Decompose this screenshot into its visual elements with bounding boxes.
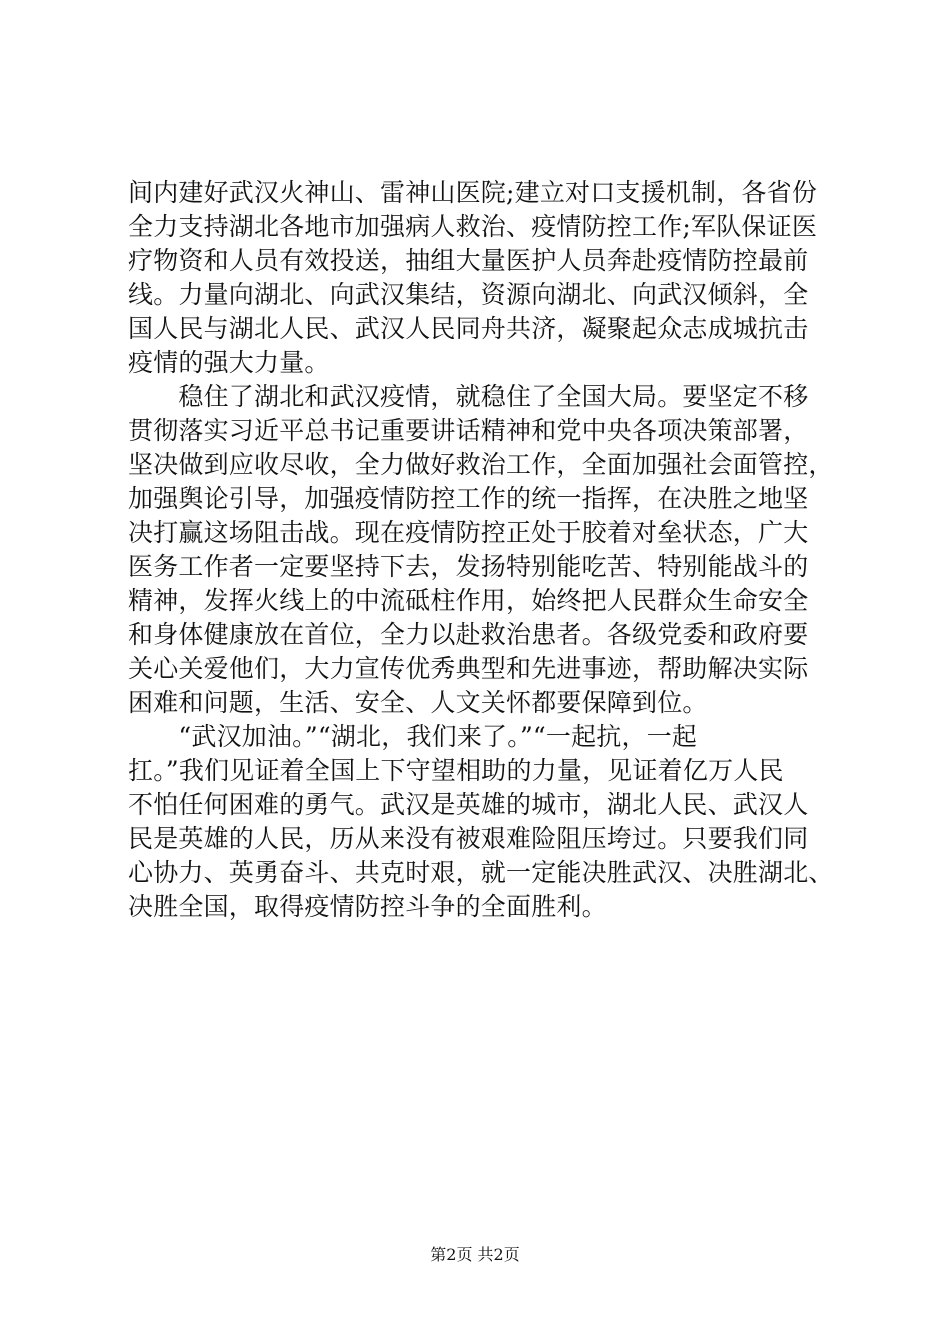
text-line: 国人民与湖北人民、武汉人民同舟共济，凝聚起众志成城抗击 [128, 314, 809, 343]
text-line: 贯彻落实习近平总书记重要讲话精神和党中央各项决策部署， [128, 416, 809, 445]
text-line: 民是英雄的人民，历从来没有被艰难险阻压垮过。只要我们同 [128, 824, 809, 853]
text-line: 线。力量向湖北、向武汉集结，资源向湖北、向武汉倾斜，全 [128, 280, 809, 309]
body-text [128, 176, 834, 924]
text-line: 和身体健康放在首位，全力以赴救治患者。各级党委和政府要 [128, 620, 809, 649]
text-line: 决打赢这场阻击战。现在疫情防控正处于胶着对垒状态，广大 [128, 518, 809, 547]
text-line: 全力支持湖北各地市加强病人救治、疫情防控工作;军队保证医 [128, 212, 818, 241]
text-line: 间内建好武汉火神山、雷神山医院;建立对口支援机制，各省份 [128, 178, 818, 207]
page-number-footer: 第2页 共2页 [430, 1245, 520, 1264]
text-line: 加强舆论引导，加强疫情防控工作的统一指挥，在决胜之地坚 [128, 484, 809, 513]
text-line: “武汉加油。”“湖北，我们来了。”“一起抗，一起 [128, 722, 698, 751]
text-line: 稳住了湖北和武汉疫情，就稳住了全国大局。要坚定不移 [128, 382, 809, 411]
text-line: 坚决做到应收尽收，全力做好救治工作，全面加强社会面管控， [128, 450, 834, 479]
text-line: 疫情的强大力量。 [128, 348, 330, 377]
text-line: 疗物资和人员有效投送，抽组大量医护人员奔赴疫情防控最前 [128, 246, 809, 275]
text-line: 扛。”我们见证着全国上下守望相助的力量，见证着亿万人民 [128, 756, 784, 785]
text-line: 关心关爱他们，大力宣传优秀典型和先进事迹，帮助解决实际 [128, 654, 809, 683]
text-line: 心协力、英勇奋斗、共克时艰，就一定能决胜武汉、决胜湖北、 [128, 858, 834, 887]
text-line: 决胜全国，取得疫情防控斗争的全面胜利。 [128, 892, 607, 921]
text-line: 困难和问题，生活、安全、人文关怀都要保障到位。 [128, 688, 708, 717]
text-line: 不怕任何困难的勇气。武汉是英雄的城市，湖北人民、武汉人 [128, 790, 809, 819]
text-line: 医务工作者一定要坚持下去，发扬特别能吃苦、特别能战斗的 [128, 552, 809, 581]
text-line: 精神，发挥火线上的中流砥柱作用，始终把人民群众生命安全 [128, 586, 809, 615]
